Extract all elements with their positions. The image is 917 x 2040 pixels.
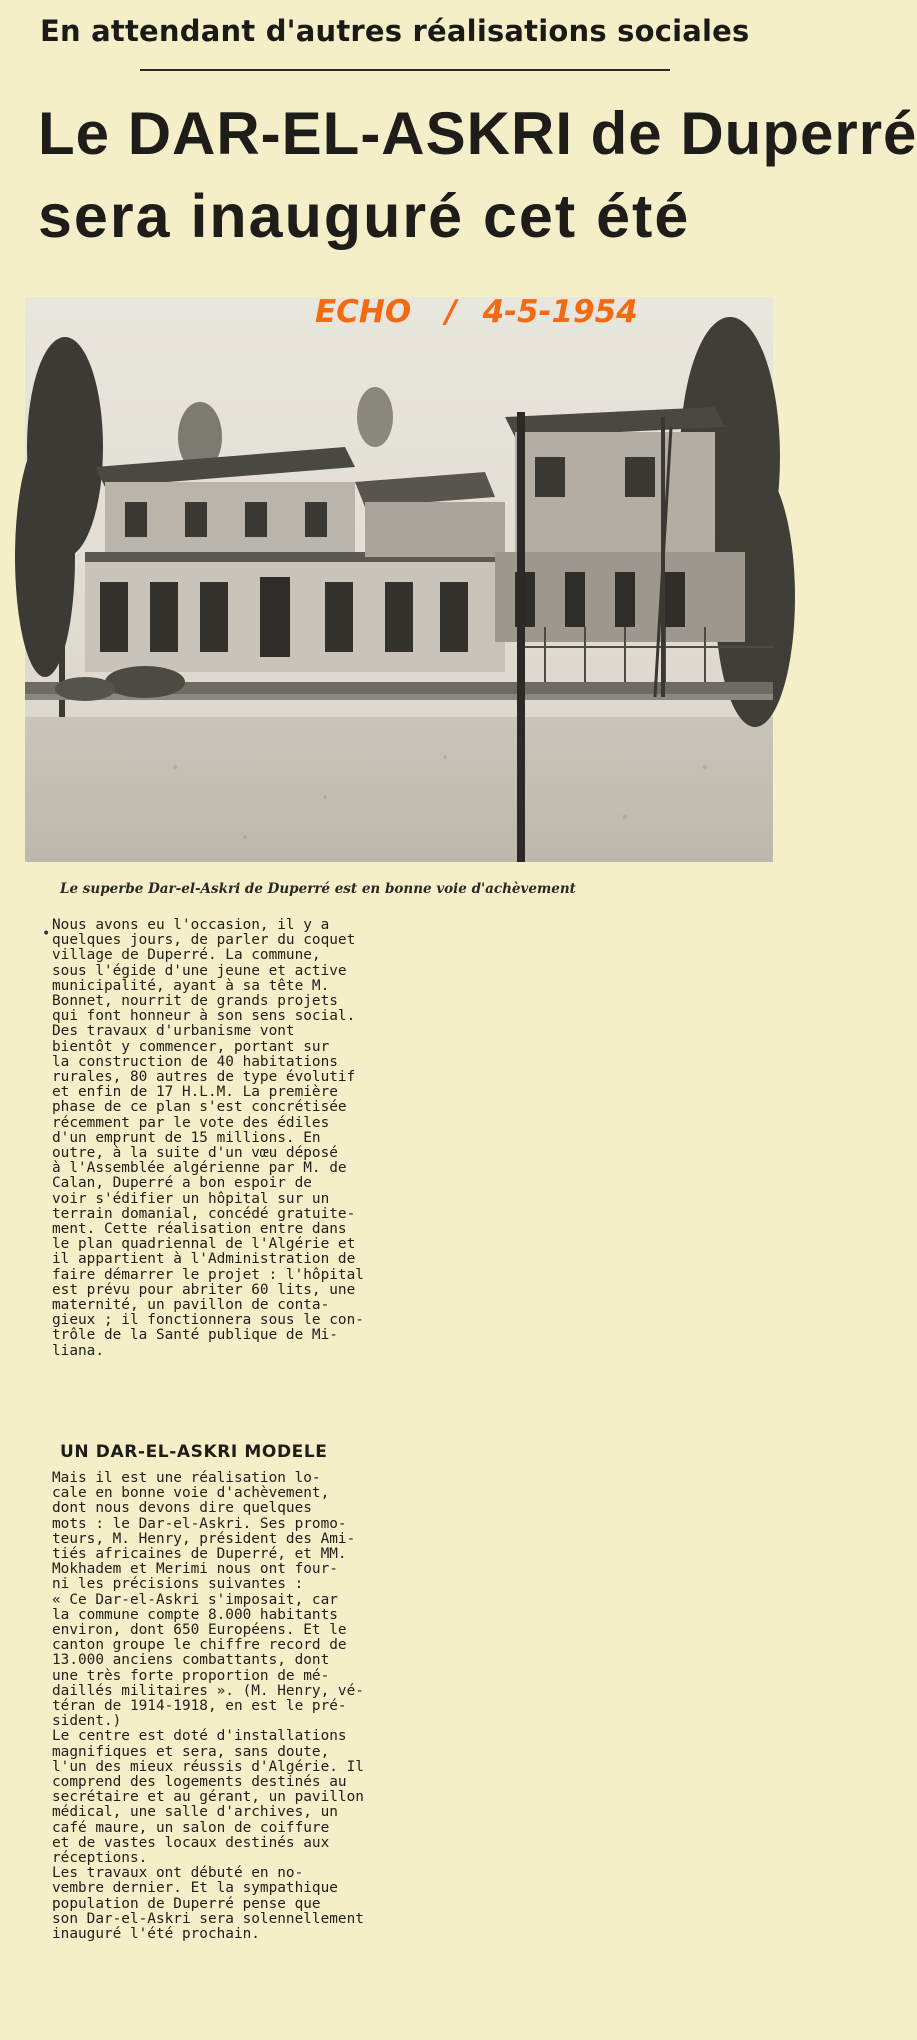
text-line: Bonnet, nourrit de grands projets <box>52 993 338 1010</box>
text-line: une très forte proportion de mé- <box>52 1667 330 1684</box>
text-line: Mais il est une réalisation lo- <box>52 1470 321 1486</box>
text-line: Le centre est doté d'installations <box>52 1728 347 1745</box>
text-line: médical, une salle d'archives, un <box>52 1804 338 1821</box>
article-paragraph-2 <box>52 1471 397 1942</box>
text-line: rurales, 80 autres de type évolutif <box>52 1069 356 1086</box>
paragraph-bullet: • <box>42 926 51 942</box>
text-line: téran de 1914-1918, en est le pré- <box>52 1698 347 1715</box>
kicker-heading: En attendant d'autres réalisations sociales <box>40 14 750 48</box>
text-line: qui font honneur à son sens social. <box>52 1008 356 1025</box>
kicker-rule <box>140 69 670 71</box>
text-line: magnifiques et sera, sans doute, <box>52 1743 330 1760</box>
stamp-date: 4-5-1954 <box>482 294 638 330</box>
text-line: « Ce Dar-el-Askri s'imposait, car <box>52 1591 338 1608</box>
text-line: tiés africaines de Duperré, et MM. <box>52 1546 347 1563</box>
text-line: daillés militaires ». (M. Henry, vé- <box>52 1682 364 1699</box>
text-line: maternité, un pavillon de conta- <box>52 1297 330 1314</box>
text-line: il appartient à l'Administration de <box>52 1251 356 1268</box>
text-line: population de Duperré pense que <box>52 1895 321 1912</box>
text-line: réceptions. <box>52 1850 148 1867</box>
text-line: récemment par le vote des édiles <box>52 1114 330 1131</box>
text-line: à l'Assemblée algérienne par M. de <box>52 1160 347 1177</box>
text-line: 13.000 anciens combattants, dont <box>52 1652 330 1669</box>
text-line: outre, à la suite d'un vœu déposé <box>52 1145 338 1162</box>
text-line: gieux ; il fonctionnera sous le con- <box>52 1312 364 1329</box>
text-line: terrain domanial, concédé gratuite- <box>52 1205 356 1222</box>
stamp-separator: / <box>445 294 457 330</box>
text-line: vembre dernier. Et la sympathique <box>52 1880 338 1897</box>
headline-line-2: sera inauguré cet été <box>38 182 691 250</box>
text-line: d'un emprunt de 15 millions. En <box>52 1129 321 1146</box>
text-line: teurs, M. Henry, président des Ami- <box>52 1530 356 1547</box>
text-line: la construction de 40 habitations <box>52 1053 338 1070</box>
text-line: bientôt y commencer, portant sur <box>52 1038 330 1055</box>
text-line: comprend des logements destinés au <box>52 1774 347 1791</box>
text-line: Nous avons eu l'occasion, il y a <box>52 917 330 933</box>
echo-date-stamp <box>315 294 638 330</box>
text-line: et de vastes locaux destinés aux <box>52 1834 330 1851</box>
text-line: Des travaux d'urbanisme vont <box>52 1023 295 1040</box>
text-line: inauguré l'été prochain. <box>52 1926 260 1943</box>
text-line: cale en bonne voie d'achèvement, <box>52 1485 330 1502</box>
text-line: secrétaire et au gérant, un pavillon <box>52 1789 364 1806</box>
text-line: sident.) <box>52 1713 122 1730</box>
text-line: sous l'égide d'une jeune et active <box>52 962 347 979</box>
stamp-source: ECHO <box>315 294 412 330</box>
text-line: voir s'édifier un hôpital sur un <box>52 1190 330 1207</box>
text-line: et enfin de 17 H.L.M. La première <box>52 1084 338 1101</box>
text-line: phase de ce plan s'est concrétisée <box>52 1099 347 1116</box>
text-line: Mokhadem et Merimi nous ont four- <box>52 1561 338 1578</box>
text-line: ni les précisions suivantes : <box>52 1576 304 1593</box>
text-line: canton groupe le chiffre record de <box>52 1637 347 1654</box>
article-paragraph-1 <box>52 918 397 1359</box>
text-line: village de Duperré. La commune, <box>52 947 321 964</box>
text-line: quelques jours, de parler du coquet <box>52 932 356 949</box>
text-line: liana. <box>52 1342 104 1359</box>
text-line: trôle de la Santé publique de Mi- <box>52 1327 338 1344</box>
headline-line-1: Le DAR-EL-ASKRI de Duperré <box>38 100 917 167</box>
text-line: le plan quadriennal de l'Algérie et <box>52 1236 356 1253</box>
text-line: faire démarrer le projet : l'hôpital <box>52 1266 364 1283</box>
text-line: ment. Cette réalisation entre dans <box>52 1221 347 1238</box>
text-line: environ, dont 650 Européens. Et le <box>52 1622 347 1639</box>
text-line: est prévu pour abriter 60 lits, une <box>52 1281 356 1298</box>
text-line: café maure, un salon de coiffure <box>52 1819 330 1836</box>
text-line: Les travaux ont débuté en no- <box>52 1865 304 1882</box>
text-line: l'un des mieux réussis d'Algérie. Il <box>52 1758 364 1775</box>
text-line: municipalité, ayant à sa tête M. <box>52 977 330 994</box>
text-line: mots : le Dar-el-Askri. Ses promo- <box>52 1515 347 1532</box>
text-line: son Dar-el-Askri sera solennellement <box>52 1910 364 1927</box>
text-line: Calan, Duperré a bon espoir de <box>52 1175 312 1192</box>
subheading: UN DAR-EL-ASKRI MODELE <box>60 1442 328 1462</box>
building-photo <box>25 297 773 862</box>
text-line: dont nous devons dire quelques <box>52 1500 312 1517</box>
text-line: la commune compte 8.000 habitants <box>52 1606 338 1623</box>
photo-caption: Le superbe Dar-el-Askri de Duperré est en bonne voie d'achèvement <box>60 881 576 897</box>
